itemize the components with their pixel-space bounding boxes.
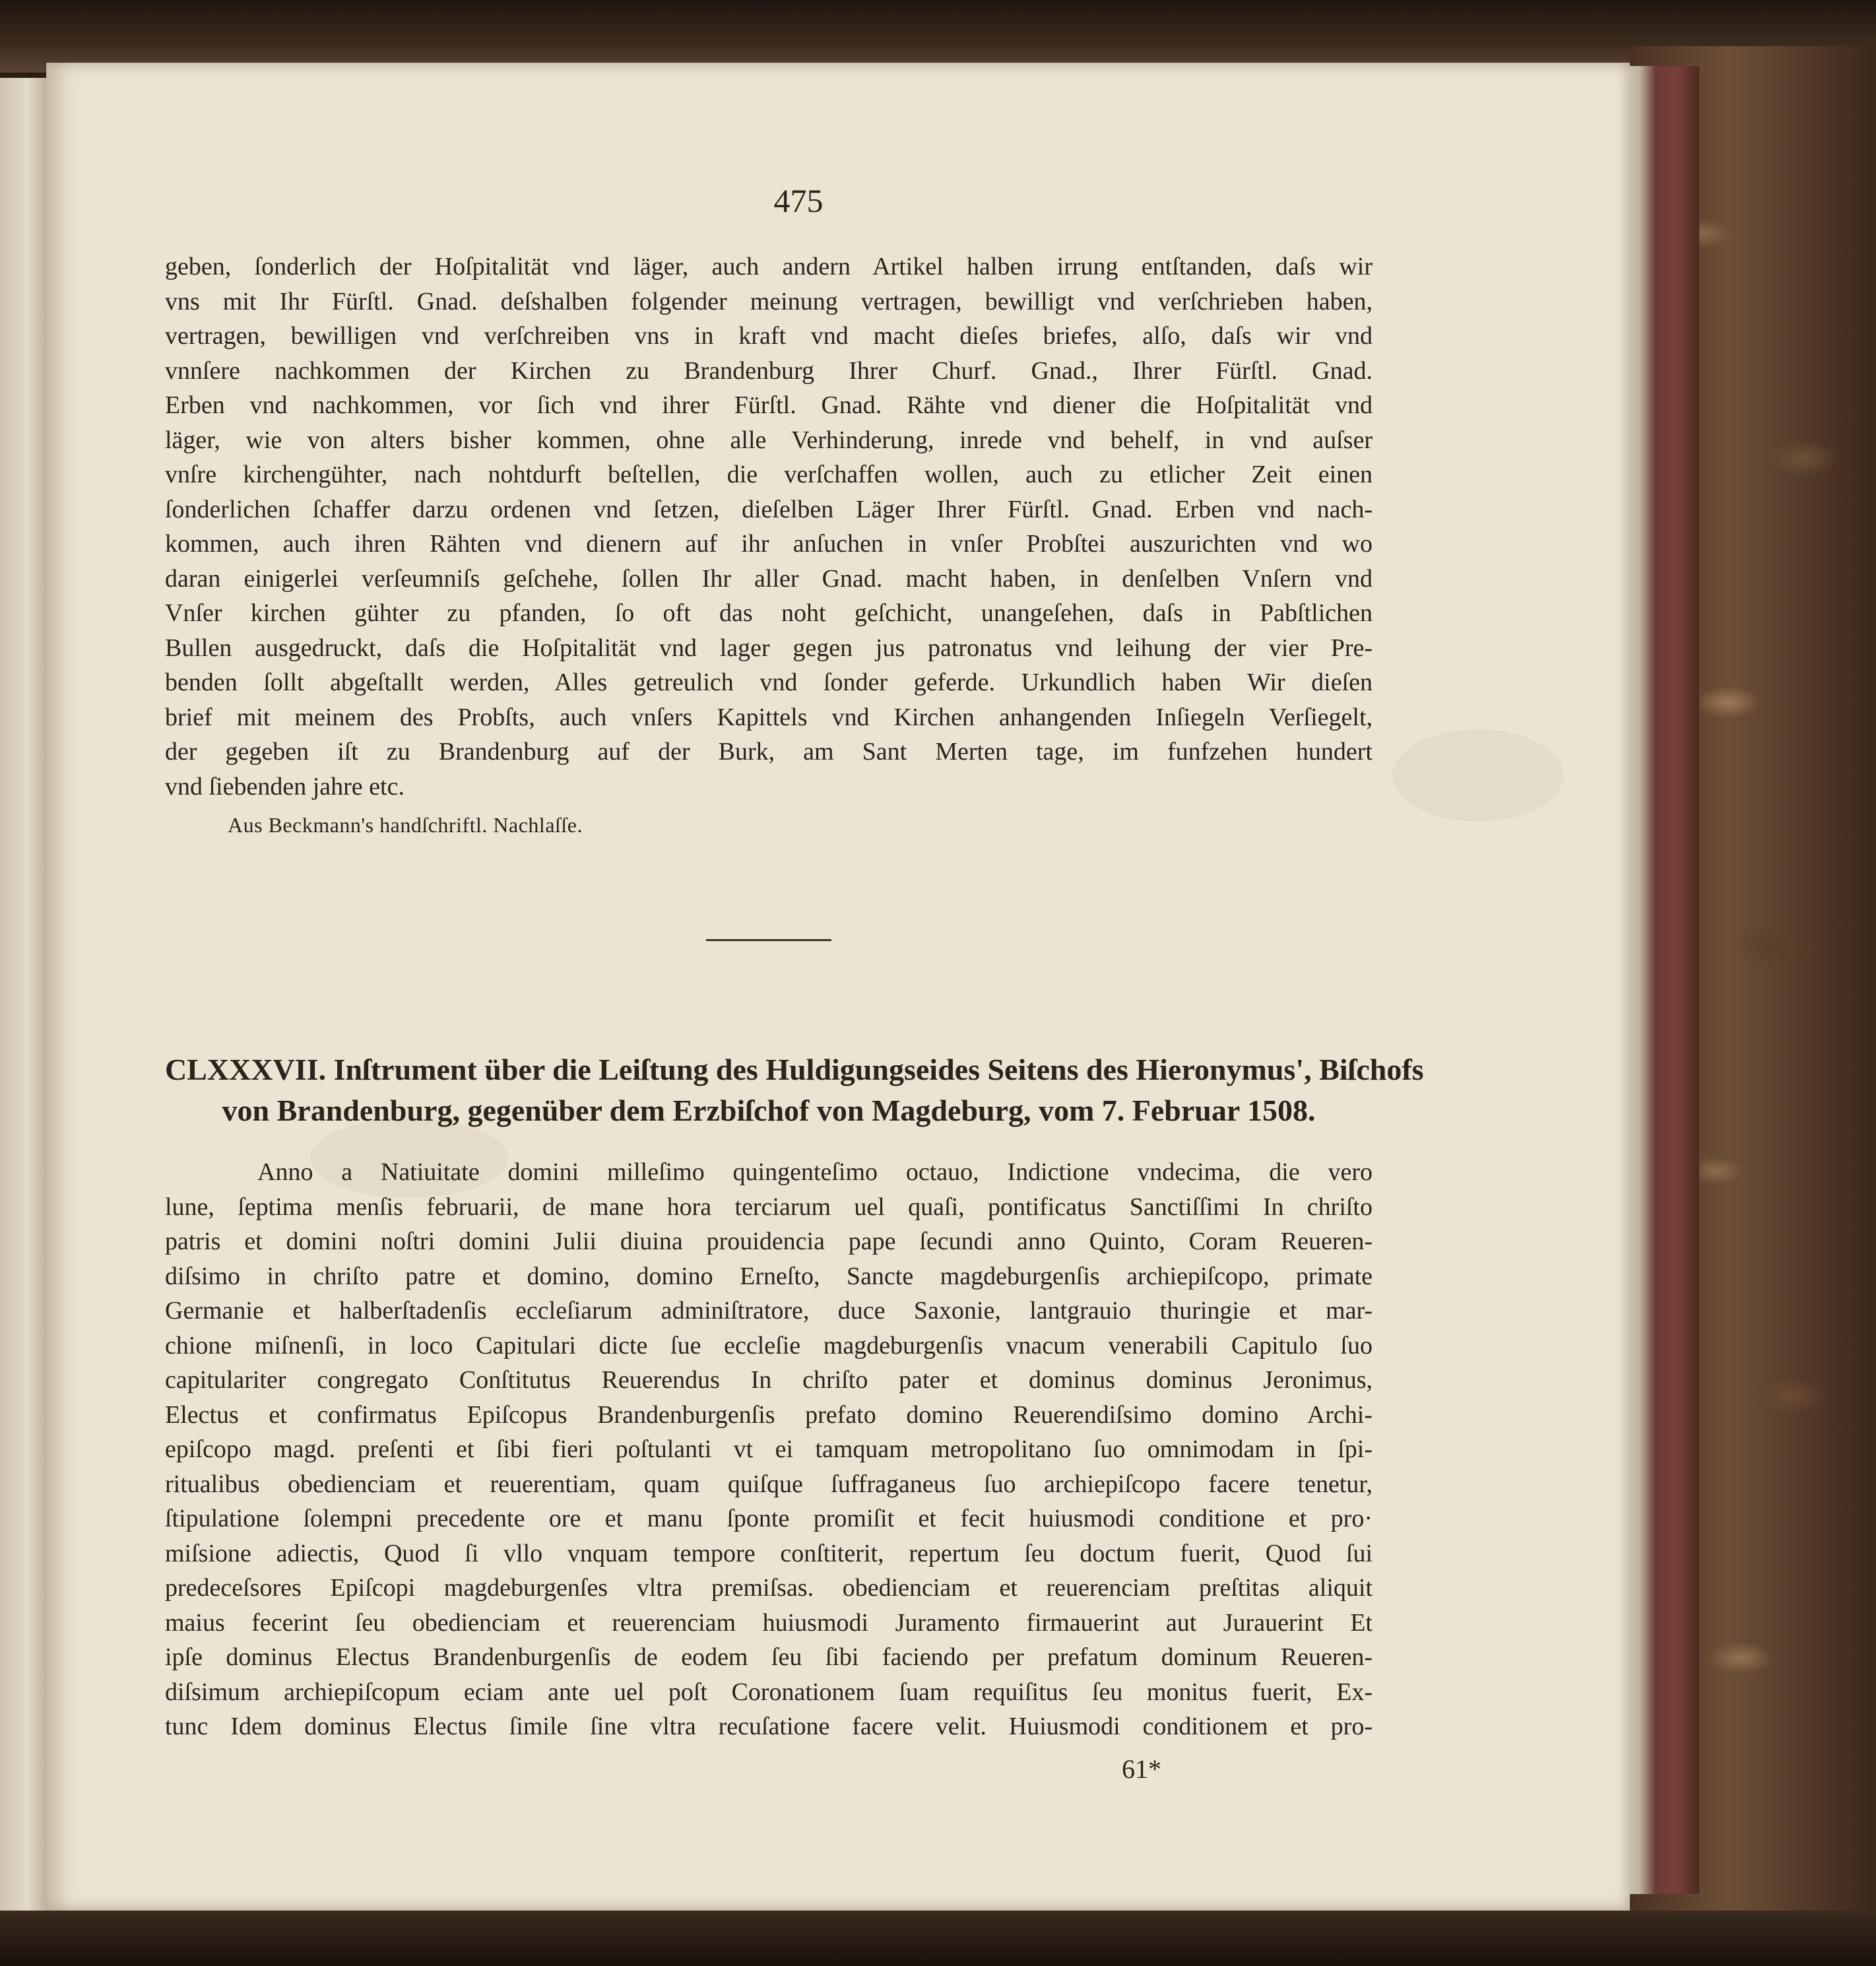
text-line: lune, ſeptima menſis februarii, de mane hora terciarum uel quaſi, pontificatus Sanctiſſimi In chriſto	[165, 1193, 1373, 1221]
book-cover-top	[0, 0, 1876, 73]
text-line: chione miſnenſi, in loco Capitulari dicte ſue eccleſie magdeburgenſis vnacum venerabili Capitulo ſuo	[165, 1331, 1373, 1360]
text-line: ſonderlichen ſchaffer darzu ordenen vnd ſetzen, dieſelben Läger Ihrer Fürſtl. Gnad. Erben vnd nach-	[165, 495, 1373, 523]
text-line: Germanie et halberſtadenſis eccleſiarum adminiſtratore, duce Saxonie, lantgrauio thuringie et mar-	[165, 1297, 1373, 1325]
text-line: epiſcopo magd. preſenti et ſibi fieri poſtulanti vt ei tamquam metropolitano ſuo omnimodam in ſpi-	[165, 1435, 1373, 1463]
source-note: Aus Beckmann's handſchriftl. Nachlaſſe.	[228, 813, 583, 837]
page-stain	[1392, 729, 1564, 822]
text-line: Erben vnd nachkommen, vor ſich vnd ihrer Fürſtl. Gnad. Rähte vnd diener die Hoſpitalität vnd	[165, 391, 1373, 419]
text-line: patris et domini noſtri domini Julii diuina prouidencia pape ſecundi anno Quinto, Coram Reueren-	[165, 1228, 1373, 1255]
text-line: ritualibus obedienciam et reuerentiam, quam quiſque ſuffraganeus ſuo archiepiſcopo facere tenetur,	[165, 1470, 1373, 1498]
text-line: Bullen ausgedruckt, daſs die Hoſpitalität vnd lager gegen jus patronatus vnd leihung der vier Pre-	[165, 634, 1373, 662]
text-line: miſsione adiectis, Quod ſi vllo vnquam tempore conſtiterit, repertum ſeu doctum fuerit, Quod ſui	[165, 1539, 1373, 1567]
text-line: Vnſer kirchen gühter zu pfanden, ſo oft das noht geſchicht, unangeſehen, daſs in Pabſtlichen	[165, 599, 1373, 627]
document-heading	[165, 1049, 1424, 1131]
section-divider	[706, 939, 831, 941]
text-line: maius fecerint ſeu obedienciam et reuerenciam huiusmodi Juramento firmauerint aut Jurauerint Et	[165, 1608, 1373, 1637]
heading-line: von Brandenburg, gegenüber dem Erzbiſchof von Magdeburg, vom 7. Februar 1508.	[222, 1094, 1316, 1127]
text-line: ſtipulatione ſolempni precedente ore et manu ſponte promiſit et fecit huiusmodi conditione et pro·	[165, 1505, 1373, 1532]
text-line: brief mit meinem des Probſts, auch vnſers Kapittels vnd Kirchen anhangenden Inſiegeln Verſiegelt,	[165, 703, 1373, 731]
text-line: diſsimo in chriſto patre et domino, domino Erneſto, Sancte magdeburgenſis archiepiſcopo, primate	[165, 1262, 1373, 1290]
text-line: daran einigerlei verſeumniſs geſchehe, ſollen Ihr aller Gnad. macht haben, in denſelben Vnſern vnd	[165, 564, 1373, 593]
text-line: predeceſsores Epiſcopi magdeburgenſes vltra premiſsas. obedienciam et reuerenciam preſtitas aliquit	[165, 1574, 1373, 1602]
left-page-edge	[0, 78, 46, 1919]
book-binding-edge	[1620, 66, 1699, 1894]
heading-line: CLXXXVII. Inſtrument über die Leiſtung des Huldigungseides Seitens des Hieronymus', Biſchofs	[165, 1053, 1424, 1086]
text-line: vnd ſiebenden jahre etc.	[165, 772, 404, 801]
text-line: benden ſollt abgeſtallt werden, Alles getreulich vnd ſonder geferde. Urkundlich haben Wir dieſen	[165, 669, 1373, 696]
text-line: Anno a Natiuitate domini milleſimo quingenteſimo octauo, Indictione vndecima, die vero	[257, 1158, 1373, 1186]
text-line: geben, ſonderlich der Hoſpitalität vnd läger, auch andern Artikel halben irrung entſtanden, daſs wir	[165, 253, 1373, 280]
text-line: der gegeben iſt zu Brandenburg auf der Burk, am Sant Merten tage, im funfzehen hundert	[165, 738, 1373, 766]
text-line: ipſe dominus Electus Brandenburgenſis de eodem ſeu ſibi faciendo per prefatum dominum Reueren-	[165, 1643, 1373, 1671]
signature-mark: 61*	[1122, 1754, 1161, 1784]
text-line: vns mit Ihr Fürſtl. Gnad. deſshalben folgender meinung vertragen, bewilligt vnd verſchrieben haben,	[165, 287, 1373, 315]
text-line: tunc Idem dominus Electus ſimile ſine vltra recuſatione facere velit. Huiusmodi conditionem et pro-	[165, 1713, 1373, 1740]
text-line: vertragen, bewilligen vnd verſchreiben vns in kraft vnd macht dieſes briefes, alſo, daſs wir vnd	[165, 322, 1373, 350]
text-line: diſsimum archiepiſcopum eciam ante uel poſt Coronationem ſuam requiſitus ſeu monitus fuerit, Ex-	[165, 1678, 1373, 1706]
passage-continuation	[165, 249, 1373, 804]
text-line: läger, wie von alters bisher kommen, ohne alle Verhinderung, inrede vnd behelf, in vnd auſser	[165, 426, 1373, 454]
text-line: kommen, auch ihren Rähten vnd dienern auf ihr anſuchen in vnſer Probſtei auszurichten vnd wo	[165, 530, 1373, 558]
book-cover-bottom	[0, 1911, 1876, 1966]
text-line: capitulariter congregato Conſtitutus Reuerendus In chriſto pater et dominus dominus Jeronimus,	[165, 1366, 1373, 1394]
text-line: vnſre kirchengühter, nach nohtdurft beſtellen, die verſchaffen wollen, auch zu etlicher Zeit einen	[165, 461, 1373, 488]
passage-latin	[165, 1155, 1373, 1744]
text-line: vnnſere nachkommen der Kirchen zu Brandenburg Ihrer Churf. Gnad., Ihrer Fürſtl. Gnad.	[165, 356, 1373, 385]
page-number: 475	[773, 182, 824, 219]
text-line: Electus et confirmatus Epiſcopus Brandenburgenſis prefato domino Reuerendiſsimo domino Archi-	[165, 1400, 1373, 1429]
